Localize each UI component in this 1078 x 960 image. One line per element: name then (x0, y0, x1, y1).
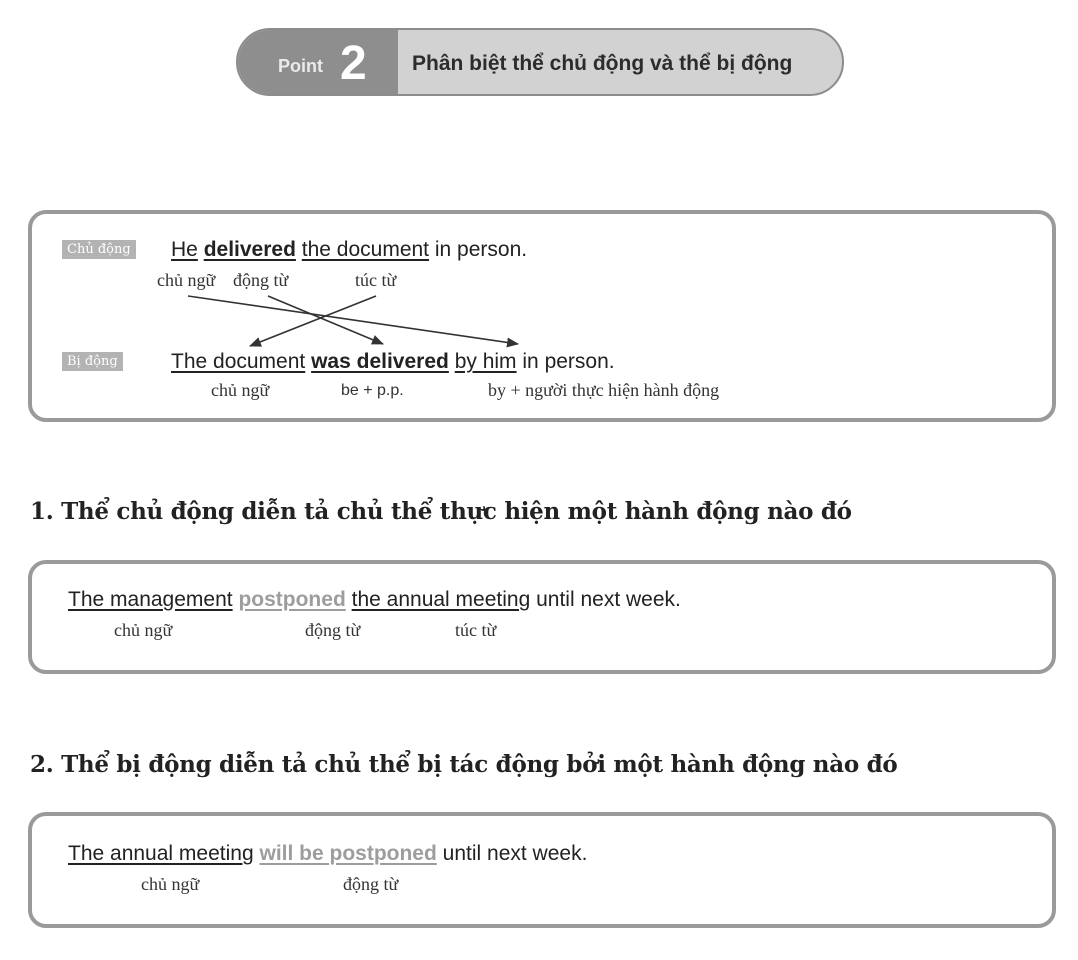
section1-sentence (68, 588, 681, 612)
point-word: Point (278, 56, 323, 76)
active-tag: Chủ động (62, 240, 136, 259)
section1-subject: The management (68, 588, 233, 611)
active-object: the document (301, 238, 430, 261)
section1-verb: postponed (238, 588, 346, 611)
active-subject: He (171, 238, 198, 261)
active-label-verb: động từ (233, 270, 289, 290)
section1-box (28, 560, 1056, 674)
passive-sentence (171, 350, 615, 374)
passive-label-agent: by + người thực hiện hành động (488, 380, 720, 400)
passive-label-subject: chủ ngữ (211, 380, 270, 400)
passive-agent: by him (454, 350, 517, 373)
point-number: 2 (340, 37, 367, 90)
section2-verb: will be postponed (259, 842, 437, 865)
section1-label-subject: chủ ngữ (114, 620, 173, 640)
section2-label-verb: động từ (343, 874, 399, 894)
section1-object: the annual meeting (351, 588, 531, 611)
active-label-subject: chủ ngữ (157, 270, 216, 290)
active-label-object: túc từ (355, 270, 397, 290)
section2-subject: The annual meeting (68, 842, 254, 865)
section2-rest: until next week. (442, 842, 588, 865)
section2-sentence (68, 842, 587, 866)
active-verb: delivered (203, 238, 296, 261)
section2-label-subject: chủ ngữ (141, 874, 200, 894)
section1-label-object: túc từ (455, 620, 497, 640)
active-rest: in person. (434, 238, 528, 261)
section2-box (28, 812, 1056, 928)
passive-label-verb: be + p.p. (341, 382, 404, 399)
section1-label-verb: động từ (305, 620, 361, 640)
section1-rest: until next week. (536, 588, 681, 611)
section2-heading: 2. Thể bị động diễn tả chủ thể bị tác động bởi một hành động nào đó (30, 751, 898, 778)
section1-heading: 1. Thể chủ động diễn tả chủ thể thực hiện một hành động nào đó (30, 498, 852, 525)
passive-verb: was delivered (311, 350, 449, 373)
passive-tag: Bị động (62, 352, 123, 371)
arrow-verb-to-passive-verb (268, 296, 383, 344)
arrow-subject-to-agent (188, 296, 518, 344)
passive-subject: The document (171, 350, 306, 373)
point-title: Phân biệt thể chủ động và thể bị động (412, 52, 793, 75)
passive-rest: in person. (522, 350, 615, 373)
